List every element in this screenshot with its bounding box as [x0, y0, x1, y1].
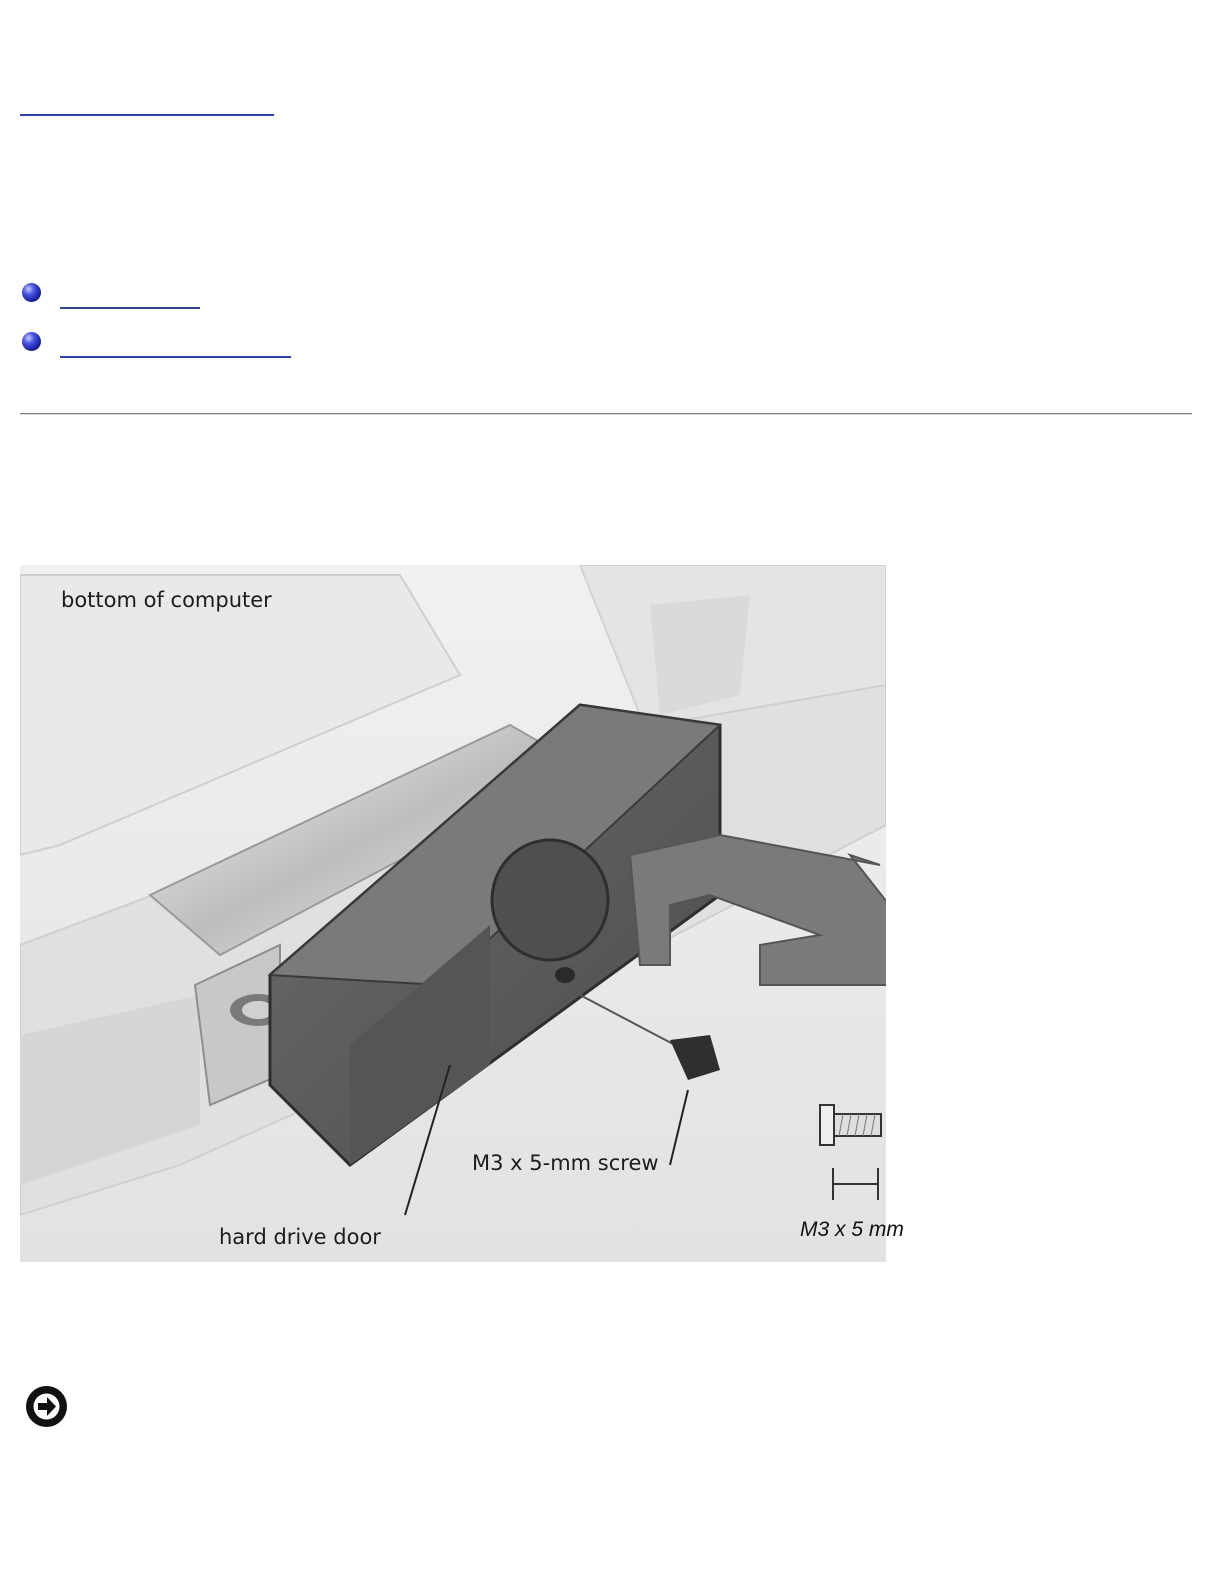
bullet-icon: [22, 332, 41, 351]
toc-link-2[interactable]: [60, 332, 291, 358]
bullet-icon: [22, 283, 41, 302]
screw-icon: [815, 1100, 895, 1210]
screw-size-label: M3 x 5 mm: [800, 1218, 904, 1241]
label-bottom-of-computer: bottom of computer: [61, 588, 272, 612]
toc-item-1[interactable]: [20, 283, 320, 313]
illustration-svg: [20, 565, 886, 1262]
toc-link-1[interactable]: [60, 283, 200, 309]
label-hard-drive-door: hard drive door: [219, 1225, 381, 1249]
top-link[interactable]: [20, 86, 274, 116]
toc-item-2[interactable]: [20, 332, 320, 362]
section-divider: [20, 413, 1192, 415]
label-screw: M3 x 5-mm screw: [472, 1151, 659, 1175]
hard-drive-door-illustration: [20, 565, 886, 1262]
notice-icon: [26, 1386, 67, 1427]
